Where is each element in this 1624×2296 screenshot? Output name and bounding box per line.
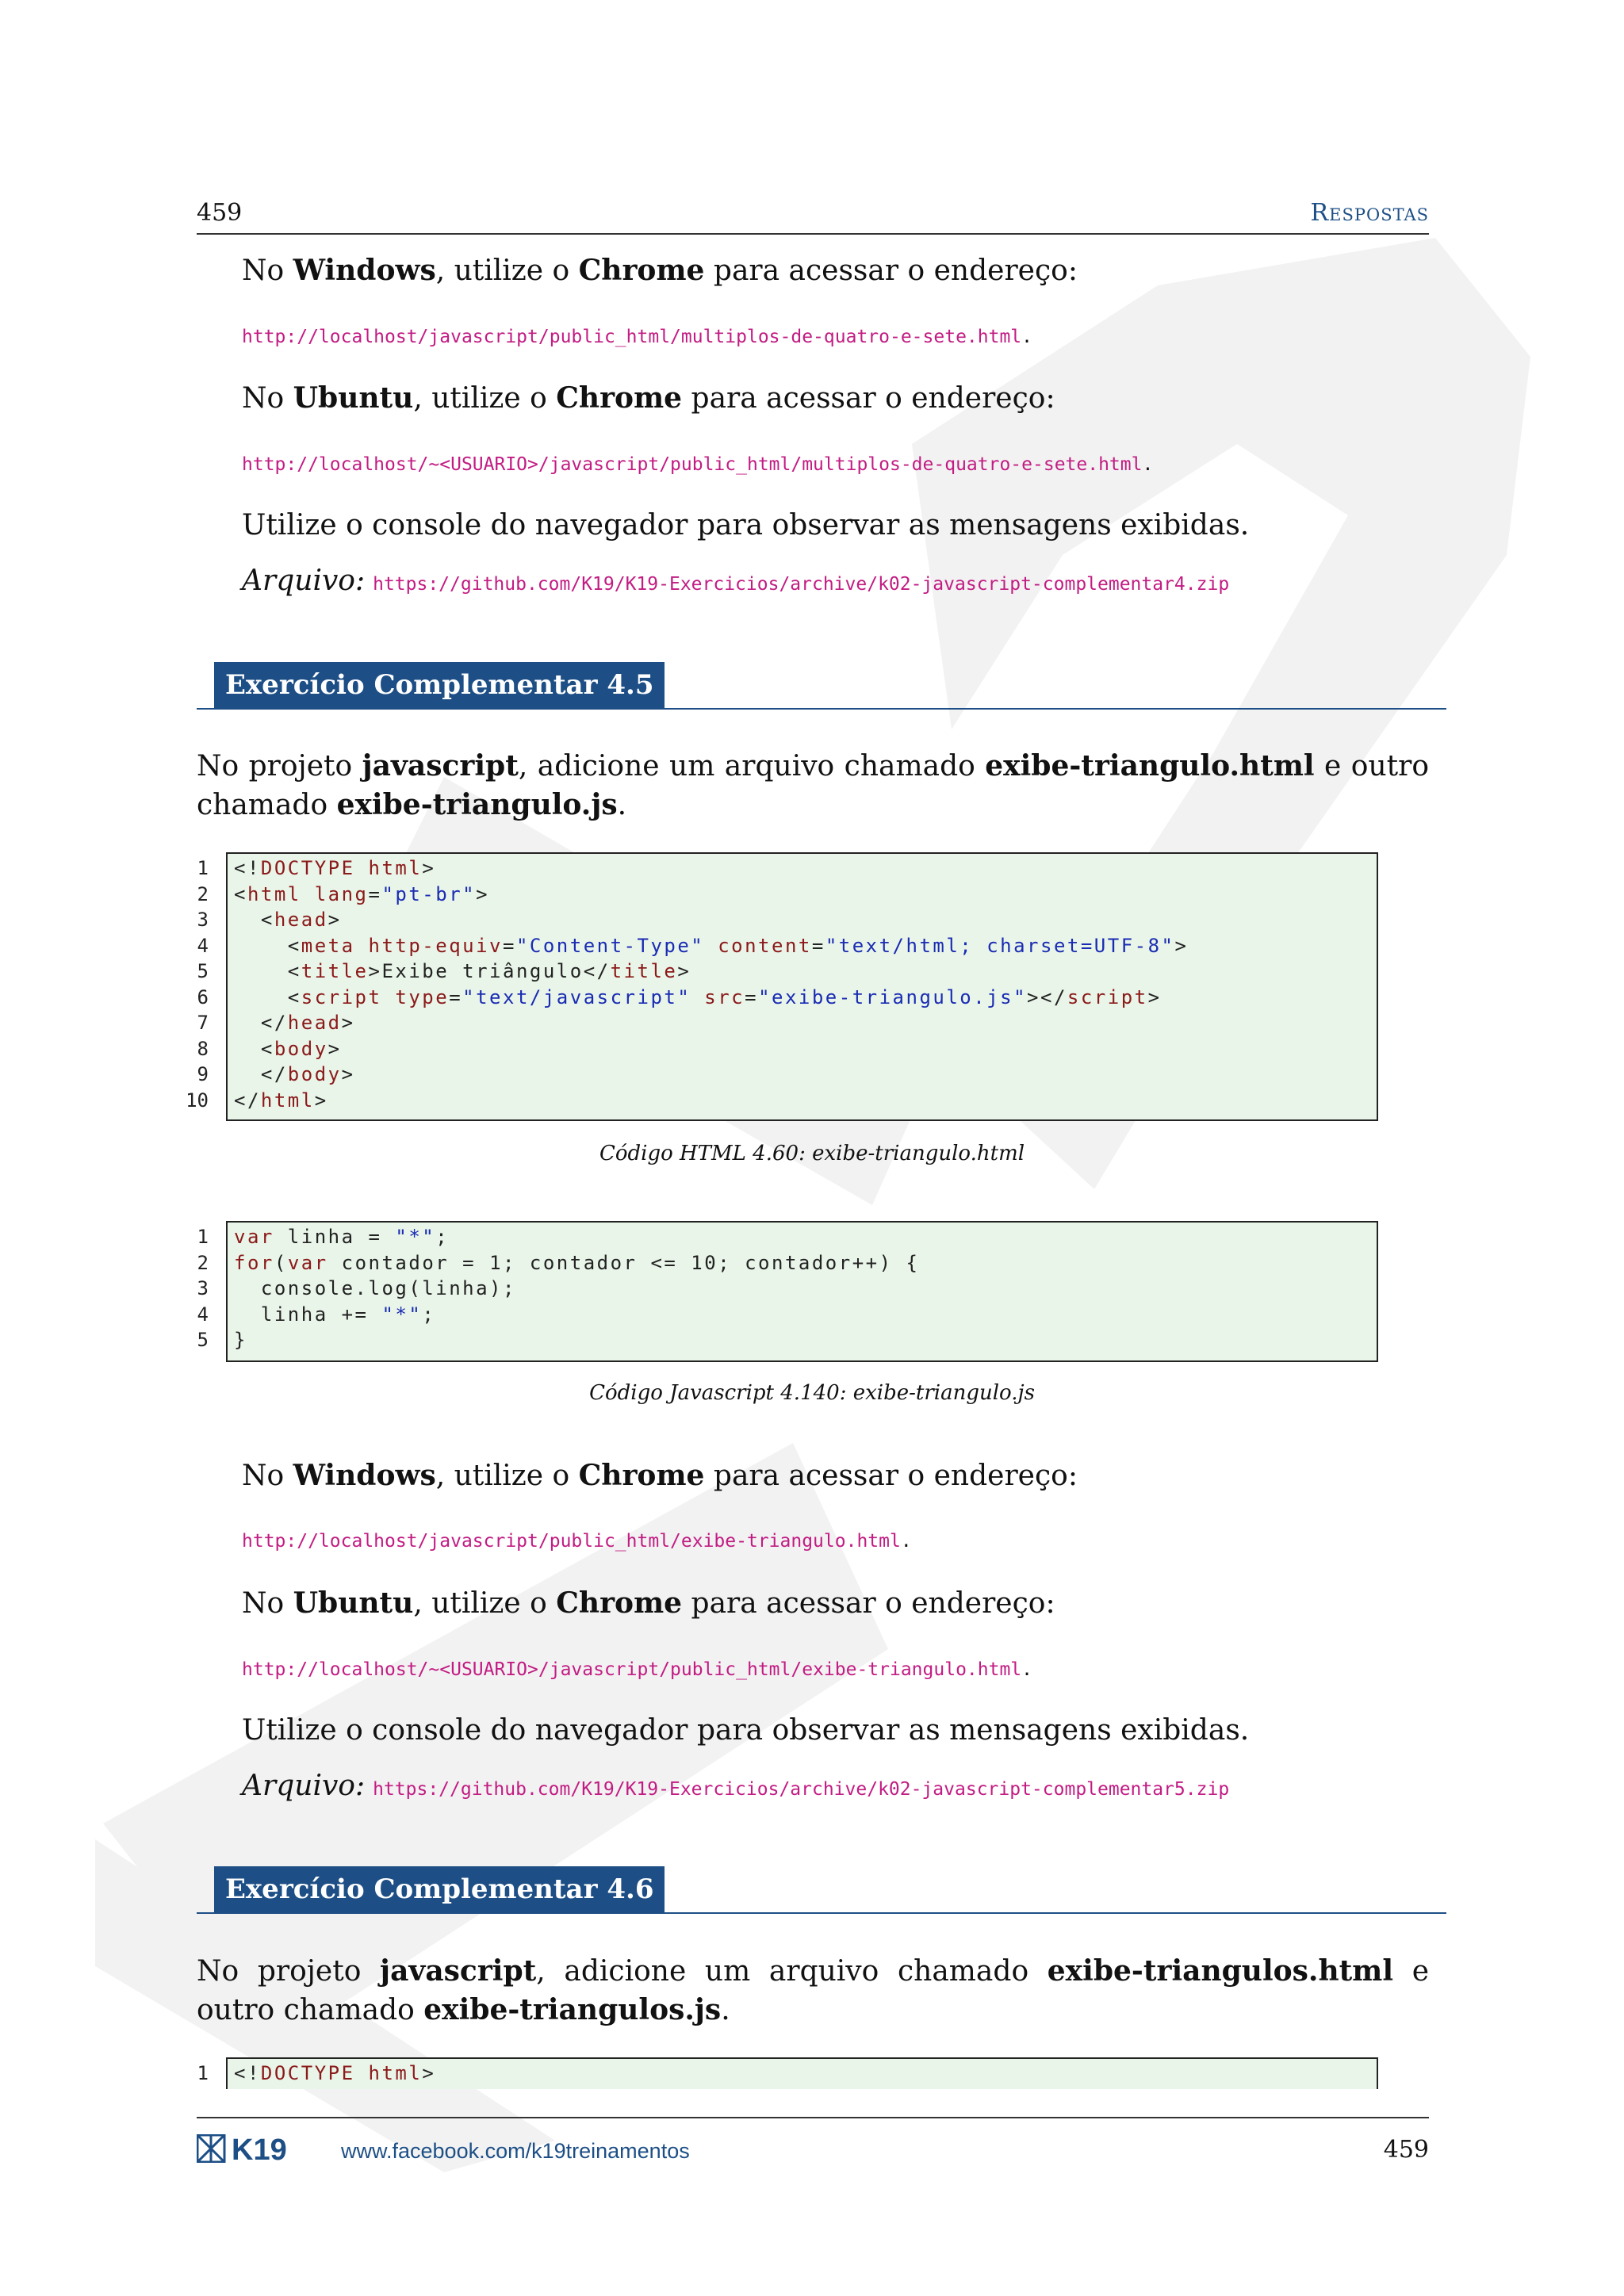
code-line: 1 <!DOCTYPE html> (228, 2061, 1377, 2087)
exercise-4-6-intro: No projeto javascript, adicione um arquivo chamado exibe-triangulos.html e outro chamado exibe-triangulos.js. (197, 1954, 1429, 2026)
arquivo-link[interactable]: https://github.com/K19/K19-Exercicios/archive/k02-javascript-complementar5.zip (373, 1779, 1230, 1800)
line-number: 2 (197, 1251, 209, 1274)
html-code-caption: Código HTML 4.60: exibe-triangulo.html (599, 1142, 1025, 1165)
footer-page-number: 459 (1383, 2136, 1429, 2164)
html-code-listing (186, 852, 1378, 1121)
line-number: 5 (197, 960, 209, 982)
line-number: 1 (197, 857, 209, 879)
js-code-listing (197, 1221, 1378, 1362)
code-line: 4 linha += "*"; (228, 1302, 1377, 1328)
line-number: 3 (197, 1277, 209, 1299)
code-line: 8 <body> (228, 1036, 1377, 1062)
code-line: 1 <!DOCTYPE html> (228, 855, 1377, 882)
arquivo-line: Arquivo: https://github.com/K19/K19-Exercicios/archive/k02-javascript-complementar5.zip (242, 1770, 1230, 1802)
windows-instruction: No Windows, utilize o Chrome para acessar o endereço: (242, 254, 1078, 287)
code-line: 2 for(var contador = 1; contador <= 10; contador++) { (228, 1250, 1377, 1276)
line-number: 3 (197, 909, 209, 931)
code-line: 4 <meta http-equiv="Content-Type" content="text/html; charset=UTF-8"> (228, 933, 1377, 959)
k19-logo (197, 2134, 316, 2166)
line-number: 1 (197, 2062, 209, 2084)
facebook-link[interactable]: www.facebook.com/k19treinamentos (341, 2139, 690, 2163)
code-line: 3 console.log(linha); (228, 1276, 1377, 1302)
exercise-title: Exercício Complementar 4.5 (214, 662, 665, 708)
page-header (197, 195, 1429, 235)
windows-url[interactable]: http://localhost/javascript/public_html/exibe-triangulo.html. (242, 1531, 912, 1552)
arquivo-line: Arquivo: https://github.com/K19/K19-Exercicios/archive/k02-javascript-complementar4.zip (242, 564, 1230, 597)
code-line: 3 <head> (228, 907, 1377, 933)
code-line: 2 <html lang="pt-br"> (228, 882, 1377, 908)
line-number: 10 (186, 1089, 209, 1112)
line-number: 8 (197, 1037, 209, 1060)
line-number: 6 (197, 985, 209, 1008)
windows-instruction: No Windows, utilize o Chrome para acessar o endereço: (242, 1459, 1078, 1492)
code-line: 10 </html> (228, 1088, 1377, 1114)
svg-text:K19: K19 (232, 2134, 287, 2163)
exercise-4-5-heading (197, 662, 1446, 710)
code-line: 1 var linha = "*"; (228, 1224, 1377, 1250)
line-number: 2 (197, 882, 209, 905)
page-footer (197, 2117, 1429, 2164)
header-page-number: 459 (197, 199, 243, 227)
line-number: 7 (197, 1012, 209, 1034)
next-code-listing (197, 2057, 1378, 2089)
console-note: Utilize o console do navegador para observar as mensagens exibidas. (242, 1714, 1250, 1747)
line-number: 4 (197, 934, 209, 957)
line-number: 9 (197, 1063, 209, 1085)
ubuntu-url[interactable]: http://localhost/~<USUARIO>/javascript/public_html/multiplos-de-quatro-e-sete.html. (242, 454, 1154, 475)
code-line: 5 } (228, 1327, 1377, 1353)
js-code-caption: Código Javascript 4.140: exibe-triangulo.js (589, 1381, 1035, 1405)
exercise-4-6-heading (197, 1866, 1446, 1914)
ubuntu-instruction: No Ubuntu, utilize o Chrome para acessar o endereço: (242, 1586, 1055, 1620)
windows-url[interactable]: http://localhost/javascript/public_html/multiplos-de-quatro-e-sete.html. (242, 327, 1033, 347)
exercise-title: Exercício Complementar 4.6 (214, 1866, 665, 1912)
code-line: 6 <script type="text/javascript" src="exibe-triangulo.js"></script> (228, 985, 1377, 1011)
line-number: 4 (197, 1303, 209, 1326)
header-section-title: Respostas (1310, 199, 1429, 227)
code-line: 5 <title>Exibe triângulo</title> (228, 959, 1377, 985)
ubuntu-url[interactable]: http://localhost/~<USUARIO>/javascript/public_html/exibe-triangulo.html. (242, 1659, 1033, 1680)
ubuntu-instruction: No Ubuntu, utilize o Chrome para acessar o endereço: (242, 381, 1055, 415)
code-line: 7 </head> (228, 1010, 1377, 1036)
line-number: 5 (197, 1329, 209, 1351)
code-line: 9 </body> (228, 1062, 1377, 1088)
exercise-4-5-intro: No projeto javascript, adicione um arquivo chamado exibe-triangulo.html e outro chamado exibe-triangulo.js. (197, 749, 1429, 821)
console-note: Utilize o console do navegador para observar as mensagens exibidas. (242, 509, 1250, 541)
arquivo-link[interactable]: https://github.com/K19/K19-Exercicios/archive/k02-javascript-complementar4.zip (373, 574, 1230, 595)
line-number: 1 (197, 1226, 209, 1248)
